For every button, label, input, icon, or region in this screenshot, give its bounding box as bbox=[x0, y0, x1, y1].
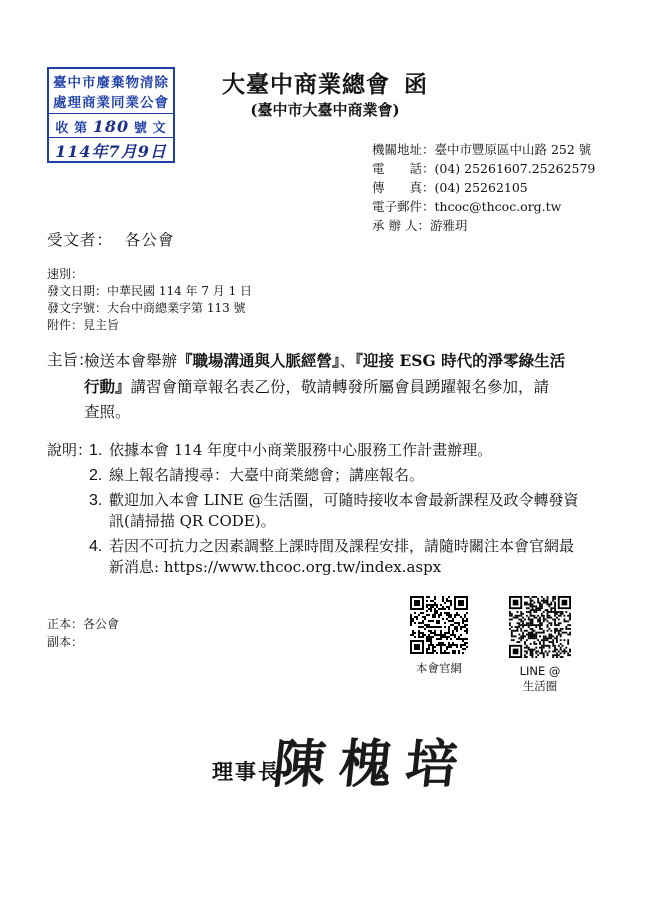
meta-speed: 速別： bbox=[47, 267, 84, 281]
contact-fax: 傳 真：(04) 25262105 bbox=[372, 180, 528, 195]
qr-website-label: 本會官網 bbox=[416, 661, 462, 675]
stamp-recv-prefix: 第 bbox=[74, 121, 89, 136]
subject-event-2: 『迎接 ESG 時代的淨零綠生活行動』 bbox=[84, 351, 566, 396]
qr-line bbox=[505, 596, 575, 694]
signature-name: 陳槐培 bbox=[270, 734, 475, 795]
contact-phone: 電 話：(04) 25261607.25262579 bbox=[372, 161, 596, 176]
document-subtitle: (臺中市大臺中商業會) bbox=[250, 101, 400, 119]
subject-section bbox=[47, 348, 567, 425]
explanation-label: 說明： bbox=[47, 441, 93, 459]
meta-date: 發文日期：中華民國 114 年 7 月 1 日 bbox=[47, 284, 253, 298]
explanation-item-number: 2. bbox=[89, 467, 103, 484]
stamp-recv-char: 收 bbox=[55, 121, 70, 136]
stamp-org-line1: 臺中市廢棄物清除 bbox=[53, 75, 169, 91]
contact-block bbox=[372, 140, 595, 235]
explanation-item-text: 線上報名請搜尋：大臺中商業總會；講座報名。 bbox=[109, 466, 425, 484]
org-name: 大臺中商業總會 bbox=[222, 71, 390, 98]
meta-attachment: 附件：見主旨 bbox=[47, 318, 120, 332]
contact-address: 機關地址：臺中市豐原區中山路 252 號 bbox=[372, 142, 592, 157]
subject-label: 主旨： bbox=[47, 351, 94, 369]
explanation-item-number: 1. bbox=[89, 442, 103, 459]
stamp-recv-type: 文 bbox=[152, 121, 167, 136]
subject-pre: 檢送本會舉辦 bbox=[84, 352, 178, 370]
cc-copy: 副本： bbox=[47, 635, 84, 649]
explanation-item bbox=[89, 440, 587, 461]
doc-kind: 函 bbox=[404, 71, 428, 98]
subject-event-1: 『職場溝通與人脈經營』 bbox=[177, 351, 340, 370]
document-meta bbox=[47, 266, 252, 334]
line-qr-code[interactable] bbox=[509, 596, 571, 658]
stamp-recv-number: 180 bbox=[92, 117, 130, 136]
explanation-item-text: 歡迎加入本會 LINE @生活圈，可隨時接收本會最新課程及政令轉發資訊(請掃描 QR CODE)。 bbox=[109, 491, 579, 530]
subject-post: 講習會簡章報名表乙份，敬請轉發所屬會員踴躍報名參加，請 查照。 bbox=[84, 378, 565, 421]
distribution-block bbox=[47, 615, 119, 651]
explanation-item-text: 若因不可抗力之因素調整上課時間及課程安排，請隨時關注本會官網最新消息: https://www.thcoc.org.tw/index.aspx bbox=[109, 537, 575, 576]
signature-role: 理事長 bbox=[212, 759, 281, 784]
explanation-item bbox=[89, 536, 587, 578]
stamp-date: 114年7月9日 bbox=[55, 142, 167, 161]
subject-sep: 、 bbox=[339, 352, 356, 370]
recipient: 受文者： 各公會 bbox=[47, 231, 175, 249]
website-qr-code[interactable] bbox=[410, 596, 468, 654]
qr-line-label-1: LINE @ bbox=[519, 664, 561, 678]
qr-line-label-2: 生活圈 bbox=[522, 679, 558, 693]
explanation-item-number: 4. bbox=[89, 538, 103, 555]
explanation-item-text: 依據本會 114 年度中小商業服務中心服務工作計畫辦理。 bbox=[109, 441, 493, 459]
subject-body bbox=[84, 348, 567, 425]
explanation-section bbox=[47, 440, 587, 582]
cc-main: 正本：各公會 bbox=[47, 617, 120, 631]
document-title bbox=[0, 66, 650, 99]
explanation-item bbox=[89, 465, 587, 486]
contact-email: 電子郵件：thcoc@thcoc.org.tw bbox=[372, 199, 562, 214]
contact-handler: 承 辦 人：游雅玥 bbox=[372, 218, 468, 233]
stamp-org-line2: 處理商業同業公會 bbox=[53, 95, 169, 111]
meta-doc-no: 發文字號：大台中商總業字第 113 號 bbox=[47, 301, 246, 315]
qr-website bbox=[404, 596, 474, 676]
explanation-item bbox=[89, 490, 587, 532]
explanation-item-number: 3. bbox=[89, 492, 103, 509]
stamp-recv-suffix: 號 bbox=[133, 121, 148, 136]
